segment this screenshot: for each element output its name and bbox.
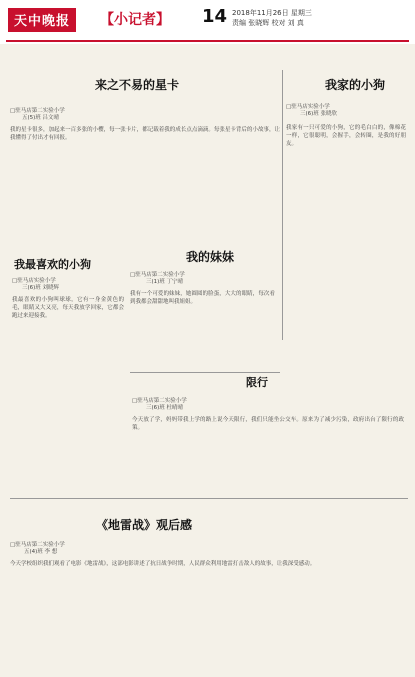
- article-body: 今天放了学，妈妈带我上学的路上说今天限行，我们只能坐公交车。原来为了减少污染，政府出台了限行的政策。: [132, 417, 404, 431]
- article-byline-school: □驻马店第二实验小学: [10, 542, 65, 548]
- article-byline-school: □驻马店第二实验小学: [10, 108, 65, 114]
- article-title: 《地雷战》观后感: [96, 518, 193, 532]
- article-title: 来之不易的星卡: [95, 78, 180, 92]
- section-title: 【小记者】: [100, 12, 170, 28]
- article-byline-school: □驻马店第二实验小学: [130, 272, 185, 278]
- article-title: 限行: [246, 376, 268, 389]
- article-title: 我的妹妹: [186, 250, 235, 264]
- article-byline-school: □驻马店第二实验小学: [132, 398, 187, 404]
- section-divider: [10, 498, 408, 499]
- article-title: 我家的小狗: [325, 78, 386, 92]
- article-byline-class: 五(4)班 李 想: [24, 549, 58, 555]
- masthead-divider: [6, 40, 409, 42]
- article-byline-school: □驻马店实验小学: [286, 104, 330, 110]
- article-body: 我最喜欢的小狗叫球球，它有一身金黄色的毛，眼睛又大又亮，每天我放学回家，它都会跑过来迎接我。: [12, 297, 124, 319]
- column-divider: [282, 70, 283, 340]
- masthead: [0, 0, 415, 44]
- newspaper-logo: 天中晚报: [8, 8, 76, 32]
- issue-date: 2018年11月26日 星期三: [232, 9, 312, 17]
- dateline: [232, 8, 312, 28]
- page-number: 14: [202, 6, 228, 27]
- editor-credits: 责编 张晓辉 校对 刘 真: [232, 19, 304, 27]
- article-title: 我最喜欢的小狗: [14, 258, 91, 271]
- section-divider: [130, 372, 280, 373]
- article-byline-class: 三(6)班 刘晓辉: [22, 285, 60, 291]
- article-body: 我家有一只可爱的小狗，它的毛白白的，像棉花一样，它很聪明，会握手，会转圈，是我的好朋友。: [286, 125, 406, 147]
- article-byline-class: 三(1)班 丁宁晴: [146, 279, 184, 285]
- article-byline-class: 五(5)班 吕文晴: [22, 115, 60, 121]
- article-body: 我的星卡很多，加起来一百多张的小樱，每一张卡片，都记载着我的成长点点滴滴。每张星卡背后的小故事，让我懂得了付出才有回报。: [10, 127, 280, 141]
- article-byline-class: 三(6)班 杜晴晴: [146, 405, 184, 411]
- article-byline-school: □驻马店实验小学: [12, 278, 56, 284]
- article-body: 今天学校组织我们观看了电影《地雷战》，这部电影讲述了抗日战争时期，人民群众利用地雷打击敌人的故事，让我深受感动。: [10, 561, 316, 567]
- article-byline-class: 三(6)班 张晓欣: [300, 111, 338, 117]
- article-body: 我有一个可爱的妹妹，她圆圆的脸蛋，大大的眼睛，每次看到我都会甜甜地叫我姐姐。: [130, 291, 275, 305]
